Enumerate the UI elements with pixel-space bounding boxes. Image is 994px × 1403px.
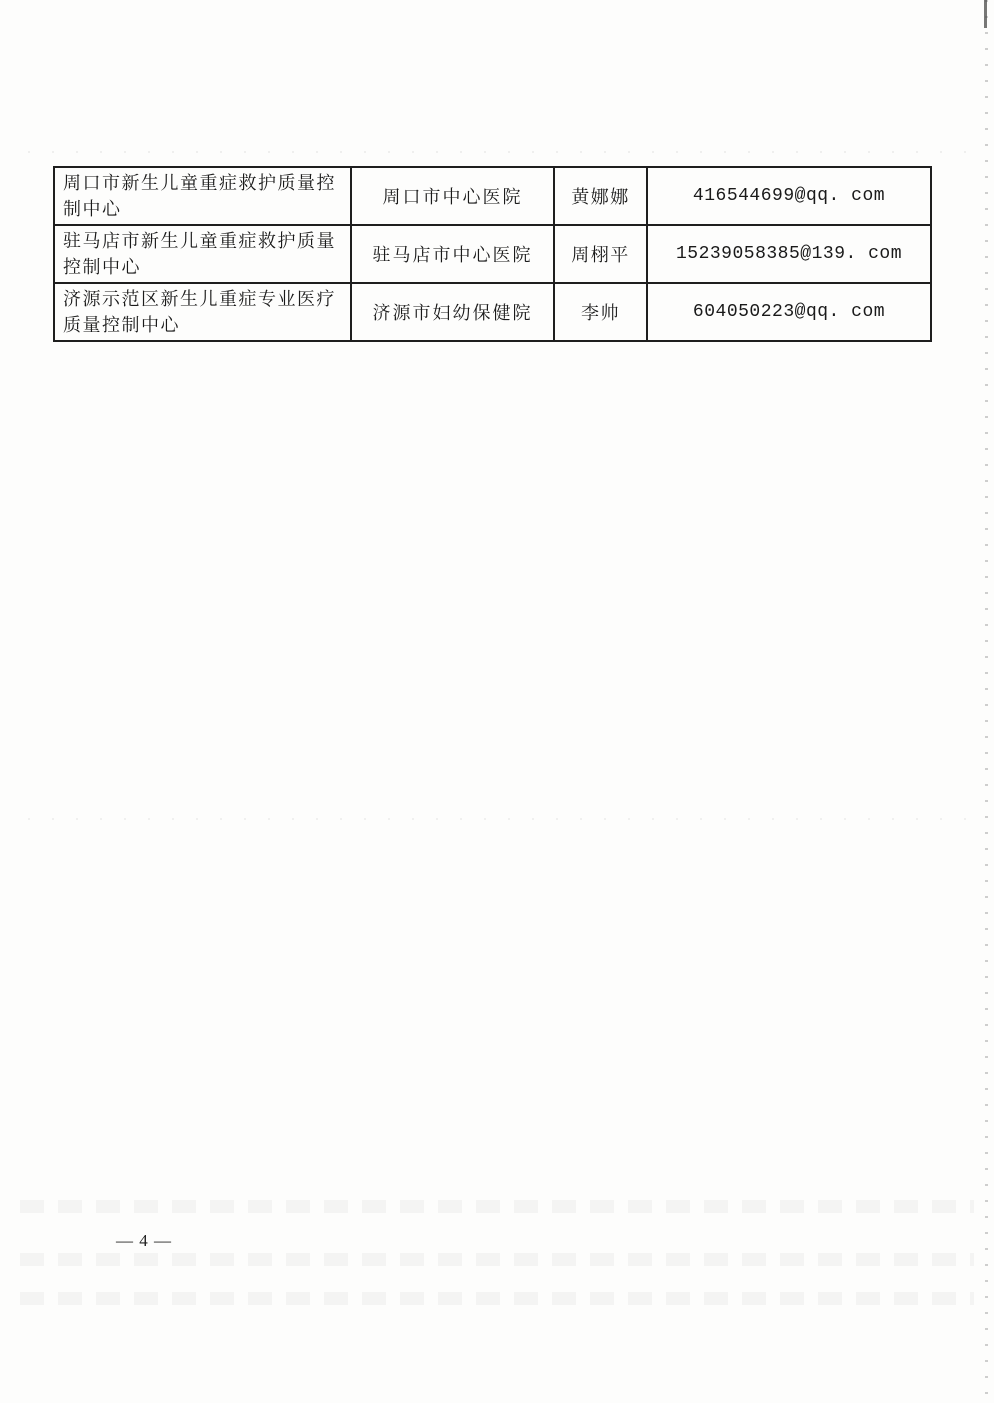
hospital-name: 济源市妇幼保健院 (351, 283, 554, 341)
scan-artifact-band (20, 1200, 974, 1213)
hospital-name: 周口市中心医院 (351, 167, 554, 225)
contact-email: 15239058385@139. com (647, 225, 931, 283)
contact-person: 黄娜娜 (554, 167, 647, 225)
table-row (54, 225, 931, 283)
table-row (54, 283, 931, 341)
scan-edge-strip (985, 0, 988, 1403)
contact-email: 604050223@qq. com (647, 283, 931, 341)
hospital-name: 驻马店市中心医院 (351, 225, 554, 283)
contact-person: 李帅 (554, 283, 647, 341)
scan-artifact-band (20, 1253, 974, 1266)
scan-edge-mark (984, 0, 987, 28)
table-row (54, 167, 931, 225)
qc-center-name: 济源示范区新生儿重症专业医疗质量控制中心 (54, 283, 351, 341)
contact-person: 周栩平 (554, 225, 647, 283)
qc-center-contact-table (53, 166, 932, 342)
scan-noise-band-middle (28, 818, 966, 820)
scan-noise-band-top (28, 151, 966, 153)
qc-center-name: 驻马店市新生儿童重症救护质量控制中心 (54, 225, 351, 283)
contact-email: 416544699@qq. com (647, 167, 931, 225)
page-number: — 4 — (116, 1231, 172, 1250)
qc-center-name: 周口市新生儿童重症救护质量控制中心 (54, 167, 351, 225)
scan-artifact-band (20, 1292, 974, 1305)
